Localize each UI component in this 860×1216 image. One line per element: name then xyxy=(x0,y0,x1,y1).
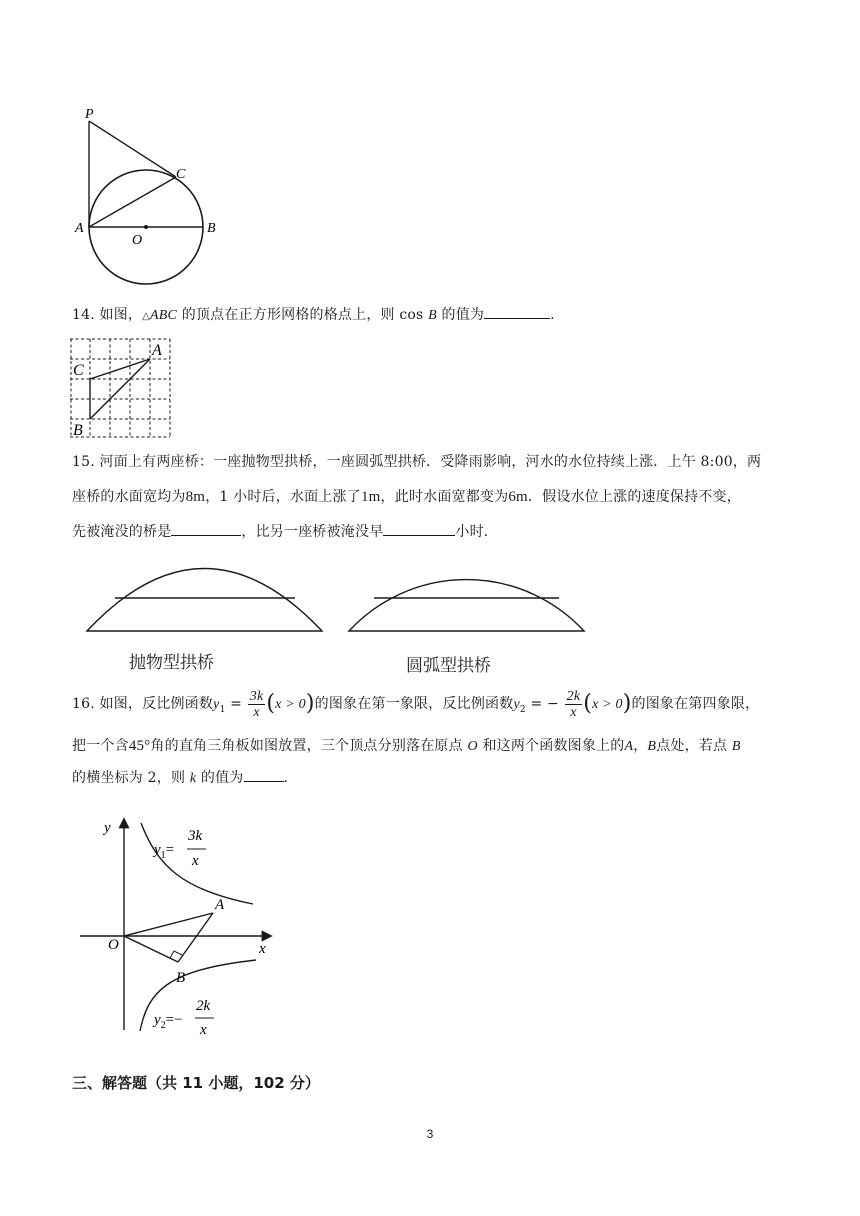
question-16-line-1 xyxy=(72,688,759,726)
q15-text: ．假设水位上涨的速度保持不变， xyxy=(527,489,741,505)
label-point-b: B xyxy=(176,970,186,986)
caption-parabolic-bridge: 抛物型拱桥 xyxy=(129,653,214,673)
q14-cos-var: B xyxy=(428,308,437,323)
q16-answer-blank[interactable] xyxy=(244,767,284,782)
q16-text: 的横坐标为 2，则 xyxy=(72,770,186,786)
q16-y2: y xyxy=(513,697,520,712)
q16-text: 如图，反比例函数 xyxy=(99,696,214,712)
y2-numerator: 2k xyxy=(196,998,211,1014)
label-b: B xyxy=(73,422,83,439)
label-x-axis: x xyxy=(259,941,266,957)
label-c: C xyxy=(176,167,186,182)
q15-text: ，1 小时后，水面上涨了 xyxy=(205,489,361,505)
q16-condition-1: x > 0 xyxy=(275,697,306,712)
q16-paren: ) xyxy=(622,691,632,716)
q15-width-6m: 6m xyxy=(508,489,528,505)
q15-width-8m: 8m xyxy=(185,489,206,505)
question-14 xyxy=(72,304,555,327)
q15-answer-blank-1[interactable] xyxy=(171,521,241,536)
y2-denominator: x xyxy=(200,1022,207,1038)
grid-triangle-figure xyxy=(70,334,176,440)
q16-eq: = xyxy=(230,696,243,712)
q15-text: 座桥的水面宽均为 xyxy=(72,489,186,505)
q16-point-a: A xyxy=(624,739,634,754)
q16-fraction-2 xyxy=(565,689,583,720)
q14-text-mid: 的顶点在正方形网格的格点上，则 xyxy=(181,307,395,323)
q14-cos: cos xyxy=(399,307,424,323)
q16-point-b: B xyxy=(647,739,657,754)
y1-numerator: 3k xyxy=(188,828,203,844)
q16-den2: x xyxy=(570,704,577,720)
label-p: P xyxy=(85,107,94,122)
q15-text: 小时． xyxy=(455,524,499,540)
bridges-figure xyxy=(84,550,594,635)
q16-point-o: O xyxy=(467,739,478,754)
q16-text: 角的直角三角板如图放置，三个顶点分别落在原点 xyxy=(150,738,463,754)
q16-text: 的图象在第四象限， xyxy=(631,696,760,712)
q14-triangle-name: ABC xyxy=(150,308,178,323)
label-point-a: A xyxy=(215,897,225,913)
q16-condition-2: x > 0 xyxy=(592,697,623,712)
q15-text: 先被淹没的桥是 xyxy=(72,524,172,540)
y1-label: $y_1=$ xyxy=(154,842,175,861)
section-heading: 三、解答题（共 11 小题，102 分） xyxy=(72,1074,320,1092)
label-y-axis: y xyxy=(104,820,111,836)
y1-denominator: x xyxy=(192,853,199,869)
q16-num1: 3k xyxy=(249,688,264,704)
q14-triangle-symbol: △ xyxy=(142,311,151,322)
q16-fraction-1 xyxy=(248,689,266,720)
page-number: 3 xyxy=(426,1127,434,1141)
q14-text-end: . xyxy=(550,307,555,323)
label-a: A xyxy=(75,221,84,236)
label-b: B xyxy=(207,221,216,236)
q16-text: 点处，若点 xyxy=(656,738,728,754)
q16-degree: 45° xyxy=(128,738,151,754)
q15-text: ，此时水面宽都变为 xyxy=(380,489,509,505)
q16-paren: ) xyxy=(305,691,315,716)
q16-comma: ， xyxy=(633,738,648,754)
q16-text: 和这两个函数图象上的 xyxy=(482,738,625,754)
question-16-line-3 xyxy=(72,767,288,789)
q14-text-after: 的值为 xyxy=(441,307,485,323)
y2-label: $y_2=-$ xyxy=(154,1012,183,1031)
q16-text: 的值为 xyxy=(200,770,244,786)
label-origin: O xyxy=(108,937,119,953)
q16-number: 16. xyxy=(72,696,95,712)
q16-eq2: = − xyxy=(530,696,559,712)
label-c: C xyxy=(73,362,84,379)
question-15-line-2 xyxy=(72,487,741,507)
q16-paren: ( xyxy=(583,691,593,716)
q14-number: 14. xyxy=(72,307,95,323)
q16-y2-sub: 2 xyxy=(519,704,526,715)
q15-text: ，比另一座桥被淹没早 xyxy=(241,524,384,540)
question-15-line-3 xyxy=(72,521,498,542)
question-15-line-1: 15. 河面上有两座桥：一座抛物型拱桥，一座圆弧型拱桥．受降雨影响，河水的水位持续上涨．上午 8:00，两 xyxy=(72,454,762,470)
q15-answer-blank-2[interactable] xyxy=(383,521,455,536)
label-o: O xyxy=(132,233,143,248)
q16-k: k xyxy=(189,771,197,786)
q16-den1: x xyxy=(253,704,260,720)
question-16-line-2 xyxy=(72,736,741,757)
q16-text: 把一个含 xyxy=(72,738,129,754)
hyperbola-figure xyxy=(78,812,278,1052)
q16-y1: y xyxy=(213,697,220,712)
caption-arc-bridge: 圆弧型拱桥 xyxy=(406,656,491,676)
q16-text-end: . xyxy=(283,770,289,786)
q16-y1-sub: 1 xyxy=(219,704,226,715)
q14-text-before: 如图， xyxy=(99,307,143,323)
circle-tangent-figure xyxy=(72,104,232,294)
q14-answer-blank[interactable] xyxy=(484,304,550,319)
q16-text: 的图象在第一象限，反比例函数 xyxy=(314,696,514,712)
label-a: A xyxy=(152,342,162,359)
q16-point-b: B xyxy=(731,739,741,754)
q16-paren: ( xyxy=(266,691,276,716)
q16-num2: 2k xyxy=(566,688,581,704)
q15-rise-1m: 1m xyxy=(360,489,381,505)
